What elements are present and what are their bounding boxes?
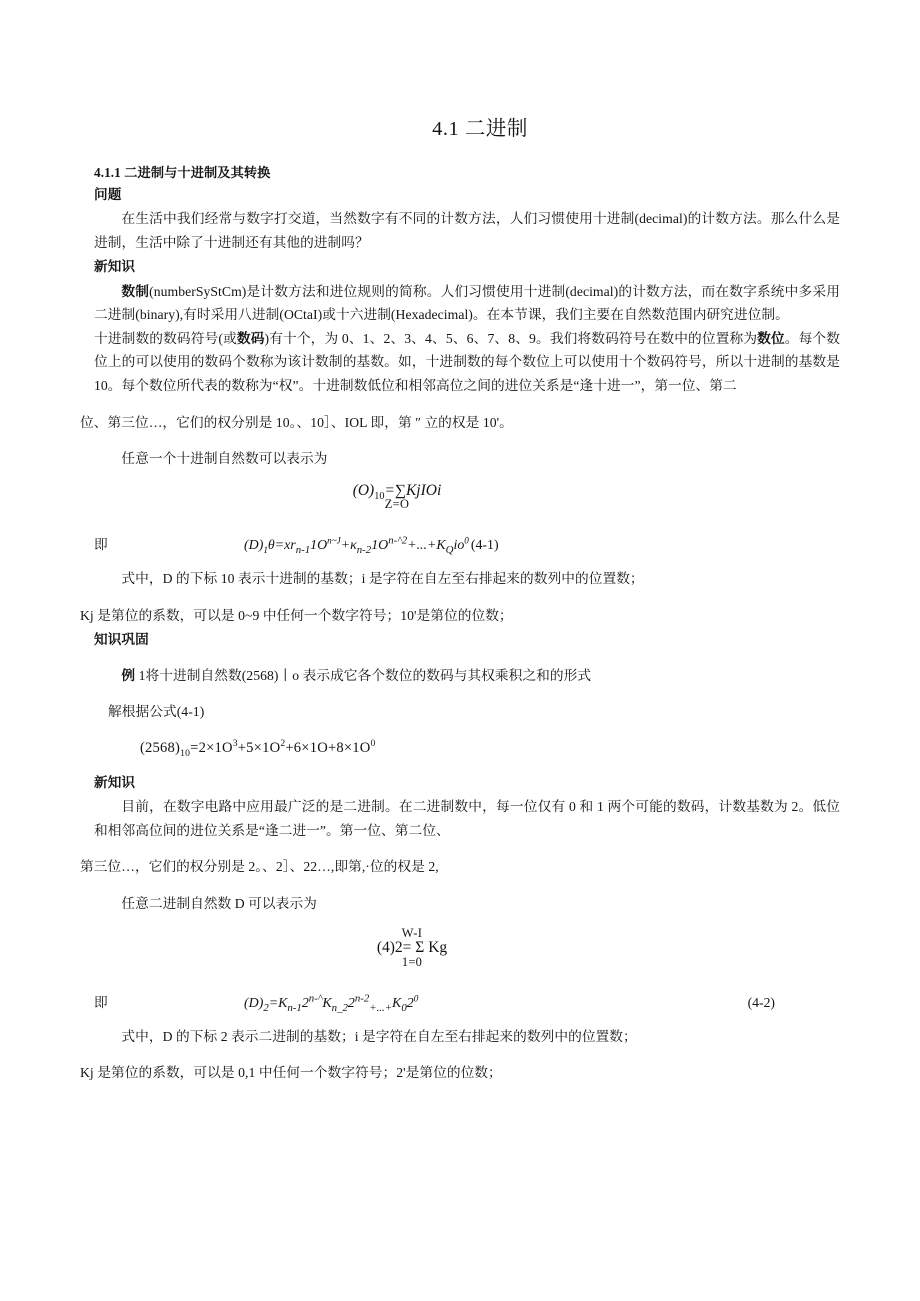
equation-body-4-1: $(D)_1\theta=xr_{n-1}1O^{n\sim J}+\kappa_{n-2}1O^{n-\^{}2}+...+K_Qio^0$ (4-1) [244,534,499,556]
summation-rest-decimal: =∑KjIOi [384,481,442,499]
equation-row-4-2 [94,991,840,1012]
paragraph-decimal-weights: 位、第三位…，它们的权分别是 10。、10］、IOL 即，第 ″ 立的权是 10'。 [80,414,513,430]
term-shuzhi: 数制 [121,283,150,299]
paragraph-explain-binary-2: Kj 是第位的系数，可以是 0,1 中任何一个数字符号；2'是第位的位数； [80,1065,502,1081]
example-label-bold: 例 [121,667,136,683]
paragraph-decimal-digits [94,327,840,398]
summation-upper-limit-binary: W-I [401,926,423,941]
paragraph-numeral-system [94,280,840,327]
example-label-number: 1 [138,667,146,683]
equation-number-4-1: (4-1) [470,538,499,554]
paragraph-binary-weights: 第三位…，它们的权分别是 2。、2］、22…,即第,·位的权是 2, [80,859,439,875]
label-consolidation: 知识巩固 [94,632,149,648]
paragraph-explain-binary-1: 式中，D 的下标 2 表示二进制的基数；i 是字符在自左至右排起来的数列中的位置数； [121,1028,637,1044]
equation-body-4-2: $(D)_2=K_{n-1}2^{n-\^{}}K_{n\_2}2^{n-2}_{+...+}K_02^0$ [244,992,419,1014]
equation-row-4-1 [94,533,840,554]
paragraph-example-1 [94,664,840,688]
summation-sigma-binary: Σ [415,939,425,957]
paragraph-example-solution: 解根据公式(4-1) [108,704,205,720]
page-title: 4.1 二进制 [432,118,528,140]
paragraph-explain-decimal-2: Kj 是第位的系数，可以是 0~9 中任何一个数字符号；10'是第位的位数； [80,607,513,623]
summation-rest-binary: Kg [428,939,448,957]
example-text: 将十进制自然数(2568)丨o 表示成它各个数位的数码与其权乘积之和的形式 [145,667,592,683]
paragraph-explain-decimal-1: 式中，D 的下标 10 表示十进制的基数；i 是字符在自左至右排起来的数列中的位置数； [121,571,644,587]
digits-text-c: )有十个，为 0、1、2、3、4、5、6、7、8、9。我们将数码符号在数中的位置称为 [264,330,758,346]
label-new-knowledge-2: 新知识 [94,774,136,790]
summation-stack-binary [377,927,447,968]
term-shuwei: 数位 [757,330,785,346]
summation-stack-decimal [353,483,442,511]
formula-example-expansion: $(2568)_{10}=2\times 1O^3+5\times 1O^2+6\times 1O+8\times 1O^0$ [140,737,376,759]
digits-text-a: 十进制数的数码符号(或 [94,330,237,346]
equation-number-4-2: (4-2) [747,994,775,1010]
formula-decimal-summation [94,483,840,511]
summation-expression-decimal [352,481,442,502]
summation-subscript-decimal: 10 [374,490,385,502]
equation-lead-4-1: 即 [94,537,108,553]
formula-binary-summation [94,927,840,968]
paragraph-numeral-system-rest: (numberSyStCm)是计数方法和进位规则的简称。人们习惯使用十进制(decimal)的计数方法，而在数字系统中多采用二进制(binary),有时采用八进制(OCtaI)或十六进制(Hexadecimal)。在本节课，我们主要在自然数范围内研究进位制。 [94,283,840,323]
summation-prefix-binary: (4)2= [376,939,412,957]
paragraph-intro-binary-sum: 任意二进制自然数 D 可以表示为 [121,895,317,911]
summation-lower-limit-binary: 1=0 [401,954,423,969]
summation-prefix-decimal: (O) [352,481,375,499]
section-heading: 4.1.1 二进制与十进制及其转换 [94,164,271,180]
term-shuma: 数码 [236,330,265,346]
equation-lead-4-2: 即 [94,994,108,1010]
digits-text-d: 。每个数位上的可以使用的数码个数称为该计数制的基数。如，十进制数的每个数位上可以使用十个数码符号，所以十进制的基数是 10。每个数位所代表的数称为“权”。十进制数低位和相邻高位之间的进位关系是“逢十进一”，第一位、第二 [94,330,840,393]
paragraph-intro-decimal-sum: 任意一个十进制自然数可以表示为 [121,451,328,467]
paragraph-question-body: 在生活中我们经常与数字打交道，当然数字有不同的计数方法，人们习惯使用十进制(decimal)的计数方法。那么什么是进制，生活中除了十进制还有其他的进制吗？ [94,211,840,250]
paragraph-binary-intro: 目前，在数字电路中应用最广泛的是二进制。在二进制数中，每一位仅有 0 和 1 两个可能的数码，计数基数为 2。低位和相邻高位间的进位关系是“逢二进一”。第一位、第二位、 [94,799,840,838]
label-new-knowledge-1: 新知识 [94,259,136,275]
label-question: 问题 [94,186,122,202]
summation-expression-binary [377,940,447,956]
summation-lower-limit-decimal: Z=O [384,497,410,512]
